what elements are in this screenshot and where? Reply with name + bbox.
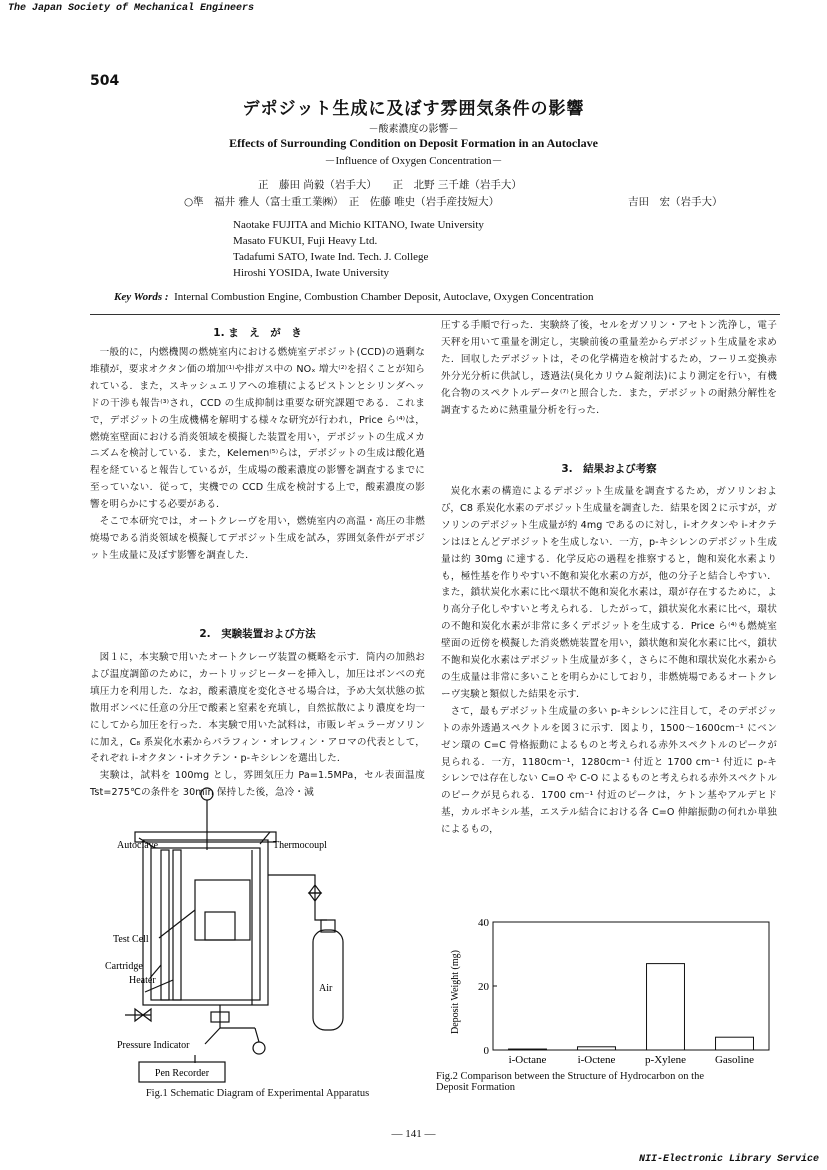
- test-cell: [195, 880, 250, 940]
- chart-plot-area: [478, 917, 769, 1066]
- chart-bar: [509, 1049, 547, 1050]
- label-cartridge: Cartridge: [105, 961, 143, 972]
- chart-bar: [578, 1047, 616, 1050]
- air-bottle: [313, 930, 343, 1030]
- society-header: The Japan Society of Mechanical Engineers: [8, 3, 255, 14]
- title-jp: デポジット生成に及ぼす雰囲気条件の影響: [242, 99, 585, 119]
- fig1-schematic: [95, 780, 415, 1085]
- paragraph: 図１に，本実験で用いたオートクレーヴ装置の概略を示す．筒内の加熱および温度調節のために，カートリッジヒーターを挿入し，加圧はボンベの充填圧力を利用した．なお，酸素濃度を変化させる場合は，予め大気状態の拡散用ボンベに任意の分圧で酸素と窒素を充填し，自然拡散により濃度を均一にしてから加圧を行った．本実験で用いた試料は，市販レギュラーガソリンに加え，C₈ 系炭化水素からパラフィン・オレフィン・アロマの代表として，それぞれ i-オクタン・i-オクテン・p-キシレンを選出した．: [90, 652, 425, 765]
- title-en: Effects of Surrounding Condition on Deposit Formation in an Autoclave: [229, 136, 598, 150]
- author-en-line: Masato FUKUI, Fuji Heavy Ltd.: [233, 235, 378, 247]
- gauge-top: [201, 788, 213, 800]
- paper-number: 504: [90, 73, 120, 89]
- chart-xtick-label: i-Octene: [577, 1054, 616, 1066]
- label-air: Air: [319, 983, 333, 994]
- author-en-line: Hiroshi YOSIDA, Iwate University: [233, 267, 390, 279]
- footer-service: NII-Electronic Library Service: [638, 1154, 819, 1165]
- paragraph: 炭化水素の構造によるデポジット生成量を調査するため，ガソリンおよび，C8 系炭化水素のデポジット生成量を調査した．結果を図２に示すが，ガソリンのデポジット生成量が約 4mg であるのに対し，i-オクタンや i-オクテンはほとんどデポジットを生成しない．一方，p-キシレンのデポジット生成量は約 30mg に達する．化学反応の過程を推察すると，飽和炭化水素よりも，極性基を作りやすい不飽和炭化水素の方が，他の分子と結合しやすい．また，鎖状炭化水素に比べ環状不飽和炭化水素は，環が存在するために，より高分子化しやすいと考えられる．したがって，鎖状炭化水素に比べ，環状の不飽和炭化水素が非常に多くデポジットを生成する．Price ら⁽⁴⁾も燃焼室壁面の近傍を模擬した消炎燃焼装置を用い，鎖状飽和炭化水素に比べ，鎖状不飽和炭化水素はデポジット生成量が多く，さらに不飽和環状炭化水素からの生成量は非常に多いことを明らかにしており，非燃焼場であるオートクレーヴ実験と類似した結果を示す．: [441, 486, 777, 700]
- chart-ytick-label: 40: [478, 917, 489, 929]
- paragraph: 実験は，試料を 100mg とし，雰囲気圧力 Pa=1.5MPa，セル表面温度 Tst=275℃の条件を 30min 保持した後，急冷・減: [90, 770, 425, 799]
- fig2-caption-line1: Fig.2 Comparison between the Structure of Hydrocarbon on the: [436, 1071, 704, 1082]
- chart-ytick-label: 20: [478, 981, 489, 993]
- chart-ytick-label: 0: [483, 1045, 489, 1057]
- chart-xtick-label: Gasoline: [714, 1054, 755, 1066]
- fig2-caption: [436, 1071, 781, 1093]
- section-2-heading: 2. 実験装置および方法: [199, 628, 316, 640]
- section-3-heading: 3. 結果および考察: [561, 463, 657, 475]
- header-rule: [90, 314, 780, 315]
- fig1-caption: Fig.1 Schematic Diagram of Experimental Apparatus: [145, 1088, 370, 1099]
- right-body-a: [441, 318, 777, 419]
- page-number: ― 141 ―: [391, 1128, 436, 1140]
- fig2-chart: [441, 910, 777, 1070]
- section-1-heading: 1. ま え が き: [213, 327, 302, 339]
- authors-jp-row2b: 吉田 宏（岩手大）: [628, 196, 723, 208]
- right-body-b: [441, 484, 777, 839]
- fig2-caption-line2: Deposit Formation: [436, 1082, 516, 1093]
- cartridge-heater: [161, 850, 169, 1000]
- chart-bar: [647, 964, 685, 1050]
- subtitle-en: －Influence of Oxygen Concentration－: [324, 155, 503, 167]
- label-test-cell: Test Cell: [113, 934, 149, 945]
- label-heater: Heater: [129, 975, 156, 986]
- paragraph: 圧する手順で行った．実験終了後，セルをガソリン・アセトン洗浄し，電子天秤を用いて重量を測定し，実験前後の重量差からデポジット生成量を求めた．回収したデポジットは，その化学構造を検討するため，フーリエ変換赤外分光分析に供試し，透過法(臭化カリウム錠剤法)により測定を行い，有機化合物のスペクトルデータ⁽⁷⁾と照合した．また，デポジットの耐熱分解性を調査するために熱重量分析を行った．: [441, 320, 777, 416]
- chart-xtick-label: p-Xylene: [645, 1054, 686, 1066]
- keywords: [114, 291, 594, 303]
- paragraph: さて，最もデポジット生成量の多い p-キシレンに注目して，そのデポジットの赤外透過スペクトルを図３に示す．図より，1500～1600cm⁻¹ にベンゼン環の C=C 骨格振動によるものと考えられる赤外スペクトルのピークが見られる．一方，1180cm⁻¹，1280cm⁻¹ 付近と 1700 cm⁻¹ 付近に p-キシレンでは存在しない C=O や C-O によるものと考えられる赤外スペクトルのピークが見られる．1700 cm⁻¹ 付近のピークは，ケトン基やアルデヒド基，カルボキシル基，エステル結合における各 C=O 伸縮振動の何れか単独によるもの，: [441, 705, 777, 836]
- subtitle-jp: －酸素濃度の影響－: [368, 124, 459, 135]
- chart-bar: [716, 1037, 754, 1050]
- author-en-line: Tadafumi SATO, Iwate Ind. Tech. J. College: [233, 251, 429, 263]
- paragraph: 一般的に，内燃機関の燃焼室内における燃焼室デポジット(CCD)の過剰な堆積が，要求オクタン価の増加⁽¹⁾や排ガス中の NOₓ 増大⁽²⁾を招くことが知られている．また，スキッシュエリアへの堆積によるピストンとシリンダヘッドの干渉も報告⁽³⁾され，CCD の生成抑制は重要な研究課題である．これまで，デポジットの生成機構を解明する様々な研究が行われ，Price ら⁽⁴⁾は，燃焼室壁面における消炎領域を模擬した装置を用い，デポジットの生成メカニズムを検討している．また，Kelemen⁽⁵⁾らは，デポジットの生成は酸化過程を経ていると報告しているが，生成場の酸素濃度の影響を調査するまでに至っていない．従って，実機での CCD 生成を検討する上で，酸素濃度の影響を明らかにする必要がある．: [90, 347, 425, 511]
- chart-xtick-label: i-Octane: [508, 1054, 547, 1066]
- label-pressure-indicator: Pressure Indicator: [117, 1040, 190, 1051]
- label-autoclave: Autoclave: [117, 840, 159, 851]
- author-en-line: Naotake FUJITA and Michio KITANO, Iwate University: [233, 219, 484, 231]
- left-body-a: [90, 345, 425, 565]
- paragraph: そこで本研究では，オートクレーヴを用い，燃焼室内の高温・高圧の非燃焼場である消炎領域を模擬してデポジット生成を試み，雰囲気条件がデポジット生成量に及ぼす影響を調査した．: [90, 516, 425, 561]
- chart-ylabel: Deposit Weight (mg): [450, 950, 461, 1034]
- authors-en: [233, 217, 484, 281]
- authors-jp-row1: 正 藤田 尚毅（岩手大） 正 北野 三千雄（岩手大）: [258, 179, 522, 191]
- gauge-bottom: [253, 1042, 265, 1054]
- label-thermocouple: Thermocoupl: [273, 840, 327, 851]
- label-pen-recorder: Pen Recorder: [154, 1068, 210, 1079]
- chart-frame: [493, 922, 769, 1050]
- authors-jp-row2: ○準 福井 雅人（富士重工業㈱） 正 佐藤 唯史（岩手産技短大）: [184, 196, 500, 208]
- keywords-text: Internal Combustion Engine, Combustion Chamber Deposit, Autoclave, Oxygen Concentration: [174, 291, 594, 303]
- keywords-label: Key Words :: [114, 291, 169, 303]
